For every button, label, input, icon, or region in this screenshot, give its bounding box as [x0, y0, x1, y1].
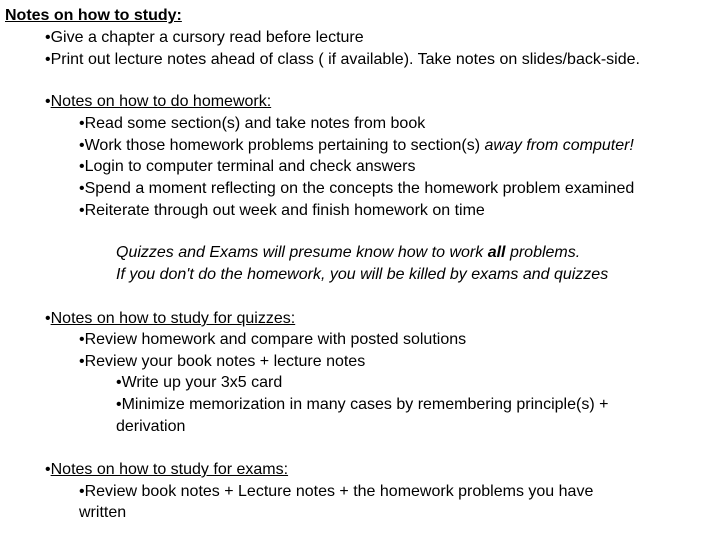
- homework-item-work-emphasis: away from computer!: [484, 137, 634, 154]
- homework-section-heading: [45, 91, 271, 113]
- homework-item-read: •Read some section(s) and take notes from book: [79, 115, 426, 132]
- exams-item-review-cont: written: [79, 504, 127, 521]
- exams-section-heading: [45, 459, 288, 481]
- quizzes-bullet: •: [45, 310, 51, 327]
- exams-heading: Notes on how to study for exams:: [50, 461, 289, 478]
- homework-item-reflect: •Spend a moment reflecting on the concepts the homework problem examined: [79, 180, 635, 197]
- quizzes-subitem-card: •Write up your 3x5 card: [116, 374, 283, 391]
- warning-line-2: If you don't do the homework, you will be killed by exams and quizzes: [116, 266, 609, 283]
- homework-item-work: [79, 135, 634, 157]
- homework-bullet: •: [45, 93, 51, 110]
- quizzes-section-heading: [45, 308, 295, 330]
- study-item-print-notes: •Print out lecture notes ahead of class ( if available). Take notes on slides/back-side.: [45, 51, 640, 68]
- quizzes-subitem-memorization-cont: derivation: [116, 418, 186, 435]
- exams-bullet: •: [45, 461, 51, 478]
- warning-line-1-bold: all: [487, 244, 506, 261]
- page-title: Notes on how to study:: [5, 7, 182, 24]
- homework-heading: Notes on how to do homework:: [50, 93, 272, 110]
- study-item-cursory-read: •Give a chapter a cursory read before lecture: [45, 29, 364, 46]
- quizzes-subitem-memorization: •Minimize memorization in many cases by remembering principle(s) +: [116, 396, 609, 413]
- quizzes-item-review-homework: •Review homework and compare with posted solutions: [79, 331, 467, 348]
- homework-item-login: •Login to computer terminal and check answers: [79, 158, 416, 175]
- warning-line-1-pre: Quizzes and Exams will presume know how to work: [116, 244, 488, 261]
- homework-item-work-text: •Work those homework problems pertaining to section(s): [79, 137, 485, 154]
- exams-item-review: •Review book notes + Lecture notes + the homework problems you have: [79, 483, 594, 500]
- quizzes-heading: Notes on how to study for quizzes:: [50, 310, 296, 327]
- warning-line-1-post: problems.: [505, 244, 581, 261]
- quizzes-item-review-notes: •Review your book notes + lecture notes: [79, 353, 366, 370]
- warning-line-1: [116, 242, 580, 264]
- homework-item-reiterate: •Reiterate through out week and finish homework on time: [79, 202, 485, 219]
